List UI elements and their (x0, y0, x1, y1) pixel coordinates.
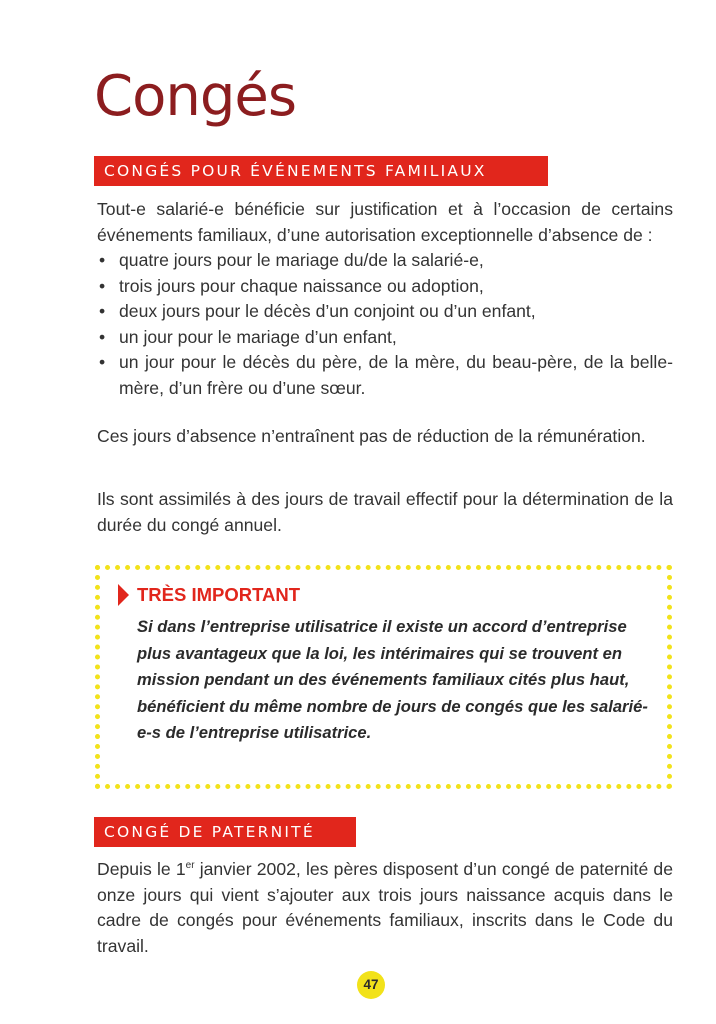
notice-header (118, 584, 300, 606)
intro-paragraph: Tout-e salarié-e bénéficie sur justification et à l’occasion de certains événements familiaux, d’une autorisation exceptionnelle d’absence de : (97, 199, 673, 245)
section-heading-family-events: CONGÉS POUR ÉVÉNEMENTS FAMILIAUX (94, 156, 548, 186)
page-number-badge: 47 (357, 971, 385, 999)
paragraph-text: Ils sont assimilés à des jours de travail effectif pour la détermination de la durée du congé annuel. (97, 489, 673, 535)
page-title: Congés (94, 64, 297, 129)
list-item: • deux jours pour le décès d’un conjoint ou d’un enfant, (97, 299, 673, 325)
leave-days-list (97, 248, 673, 401)
section-heading-paternity-leave: CONGÉ DE PATERNITÉ (94, 817, 356, 847)
no-pay-reduction-paragraph (97, 424, 673, 450)
paragraph-rest: janvier 2002, les pères disposent d’un congé de paternité de onze jours qui vient s’ajouter aux trois jours naissance acquis dans le cadre de congés pour événements familiaux, inscrits dans le Code du travail. (97, 859, 673, 956)
ordinal-superscript: er (185, 860, 195, 872)
notice-title: TRÈS IMPORTANT (137, 584, 301, 605)
paragraph-start: Depuis le 1 (97, 859, 186, 879)
notice-body: Si dans l’entreprise utilisatrice il existe un accord d’entreprise plus avantageux que la loi, les intérimaires qui se trouvent en mission pendant un des événements familiaux cités plus haut, bénéficient du même nombre de jours de congés que les salarié-e-s de l’entreprise utilisatrice. (137, 617, 648, 742)
paragraph-text (97, 857, 673, 959)
important-notice-box (95, 565, 672, 789)
paragraph-text: Ces jours d’absence n’entraînent pas de réduction de la rémunération. (97, 426, 646, 446)
list-item: • quatre jours pour le mariage du/de la salarié-e, (97, 248, 673, 274)
list-item: • un jour pour le mariage d’un enfant, (97, 325, 673, 351)
annual-leave-paragraph (97, 487, 673, 538)
list-item: • un jour pour le décès du père, de la mère, du beau-père, de la belle-mère, d’un frère ou d’une sœur. (97, 350, 673, 401)
family-events-body (97, 197, 673, 401)
paternity-leave-paragraph (97, 857, 673, 959)
list-item: • trois jours pour chaque naissance ou adoption, (97, 274, 673, 300)
triangle-arrow-icon (118, 584, 129, 606)
